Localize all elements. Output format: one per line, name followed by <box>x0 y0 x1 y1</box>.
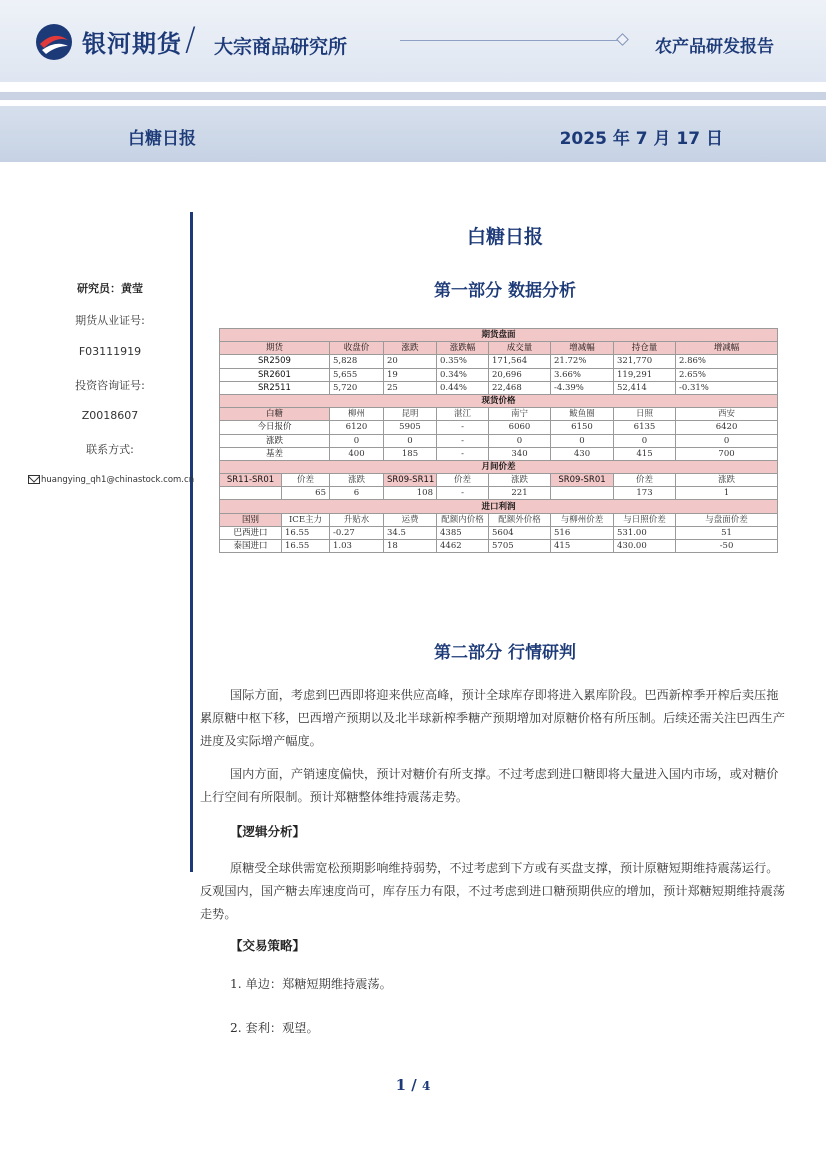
diamond-icon <box>616 33 629 46</box>
table-cell: 21.72% <box>551 355 614 368</box>
table-cell: 0.34% <box>437 368 489 381</box>
table-cell: 16.55 <box>282 540 330 553</box>
spot-header-row <box>220 408 778 421</box>
col-header: 价差 <box>437 474 489 487</box>
col-header: 价差 <box>614 474 676 487</box>
paragraph-logic: 原糖受全球供需宽松预期影响维持弱势，不过考虑到下方或有买盘支撑，预计原糖短期维持震荡运行。反观国内，国产糖去库速度尚可，库存压力有限，不过考虑到进口糖预期供应的增加，预计郑糖短期维持震荡走势。 <box>200 861 785 921</box>
col-header: SR11-SR01 <box>220 474 282 487</box>
strategy-single: 1. 单边：郑糖短期维持震荡。 <box>230 977 392 991</box>
table-cell: 516 <box>551 526 614 539</box>
col-header: 增减幅 <box>551 342 614 355</box>
strategy-heading: 【交易策略】 <box>230 938 306 953</box>
table-cell: 22,468 <box>489 381 551 394</box>
table-cell: 171,564 <box>489 355 551 368</box>
col-header: 配额外价格 <box>489 513 551 526</box>
table-cell: 1.03 <box>330 540 384 553</box>
table-cell: 18 <box>384 540 437 553</box>
futures-cert-label: 期货从业证号: <box>75 314 145 327</box>
col-header: 昆明 <box>384 408 437 421</box>
main-title: 白糖日报 <box>466 226 543 248</box>
col-header: 柳州 <box>330 408 384 421</box>
import-section-header: 进口利润 <box>220 500 778 513</box>
table-row <box>220 368 778 381</box>
paragraph-international: 国际方面，考虑到巴西即将迎来供应高峰，预计全球库存即将进入累库阶段。巴西新榨季开榨后卖压拖累原糖中枢下移，巴西增产预期以及北半球新榨季糖产预期增加对原糖价格有所压制。后续还需关注巴西生产进度及实际增产幅度。 <box>200 688 785 748</box>
table-cell: 5604 <box>489 526 551 539</box>
table-cell: 4462 <box>437 540 489 553</box>
table-cell: 173 <box>614 487 676 500</box>
table-cell: 19 <box>384 368 437 381</box>
row-label: 泰国进口 <box>220 540 282 553</box>
futures-header-row <box>220 342 778 355</box>
import-header-row <box>220 513 778 526</box>
table-cell <box>220 487 282 500</box>
col-header: SR09-SR01 <box>551 474 614 487</box>
col-header: 与柳州价差 <box>551 513 614 526</box>
col-header: 南宁 <box>489 408 551 421</box>
logic-heading: 【逻辑分析】 <box>230 824 306 839</box>
brand-divider: / <box>185 20 196 58</box>
table-cell: 119,291 <box>614 368 676 381</box>
table-cell: 0 <box>384 434 437 447</box>
sidebar-divider <box>190 212 193 872</box>
futures-section-header: 期货盘面 <box>220 329 778 342</box>
table-cell: 531.00 <box>614 526 676 539</box>
contact-label: 联系方式: <box>86 443 134 456</box>
table-cell: -0.31% <box>676 381 778 394</box>
col-header: 国别 <box>220 513 282 526</box>
report-title: 白糖日报 <box>128 129 196 149</box>
table-cell: 321,770 <box>614 355 676 368</box>
table-cell: - <box>437 447 489 460</box>
col-header: 持仓量 <box>614 342 676 355</box>
col-header: 运费 <box>384 513 437 526</box>
futures-cert-number: F03111919 <box>78 345 142 358</box>
col-header: 涨跌 <box>676 474 778 487</box>
header-banner <box>0 0 826 82</box>
col-header: 涨跌幅 <box>437 342 489 355</box>
table-cell: 340 <box>489 447 551 460</box>
table-cell: 430.00 <box>614 540 676 553</box>
table-cell: 20 <box>384 355 437 368</box>
table-cell: 6420 <box>676 421 778 434</box>
table-cell: 25 <box>384 381 437 394</box>
spread-header-row <box>220 474 778 487</box>
col-header: 涨跌 <box>330 474 384 487</box>
table-cell: 6150 <box>551 421 614 434</box>
col-header: 湛江 <box>437 408 489 421</box>
table-cell: 51 <box>676 526 778 539</box>
email-link[interactable] <box>28 475 194 485</box>
col-header: 收盘价 <box>330 342 384 355</box>
table-cell: 65 <box>282 487 330 500</box>
col-header: 价差 <box>282 474 330 487</box>
table-row <box>220 434 778 447</box>
table-cell: - <box>437 434 489 447</box>
table-cell: 52,414 <box>614 381 676 394</box>
table-cell: 400 <box>330 447 384 460</box>
page-total: 4 <box>422 1079 431 1093</box>
table-cell: 185 <box>384 447 437 460</box>
table-cell: 6120 <box>330 421 384 434</box>
table-cell: -4.39% <box>551 381 614 394</box>
table-cell: 5705 <box>489 540 551 553</box>
table-row <box>220 381 778 394</box>
company-logo-icon <box>34 22 74 62</box>
col-header: 西安 <box>676 408 778 421</box>
table-cell: 3.66% <box>551 368 614 381</box>
header-divider <box>0 92 826 100</box>
table-row <box>220 526 778 539</box>
table-row <box>220 355 778 368</box>
col-header: 涨跌 <box>384 342 437 355</box>
table-row <box>220 421 778 434</box>
department-name: 大宗商品研究所 <box>214 36 348 58</box>
table-cell: 415 <box>614 447 676 460</box>
col-header: 鲅鱼圈 <box>551 408 614 421</box>
table-cell: 0.35% <box>437 355 489 368</box>
table-cell: 221 <box>489 487 551 500</box>
row-label: 巴西进口 <box>220 526 282 539</box>
col-header: ICE主力 <box>282 513 330 526</box>
table-cell: 6 <box>330 487 384 500</box>
researcher-name: 研究员：黄莹 <box>77 282 143 295</box>
table-cell: 0 <box>551 434 614 447</box>
col-header: 配额内价格 <box>437 513 489 526</box>
title-band <box>0 106 826 162</box>
col-header: 增减幅 <box>676 342 778 355</box>
mail-icon <box>28 475 40 484</box>
table-cell: 5905 <box>384 421 437 434</box>
report-type: 农产品研发报告 <box>655 37 774 57</box>
row-label: 基差 <box>220 447 330 460</box>
col-header: 升贴水 <box>330 513 384 526</box>
paragraph-domestic: 国内方面，产销速度偏快，预计对糖价有所支撑。不过考虑到进口糖即将大量进入国内市场，或对糖价上行空间有所限制。预计郑糖整体维持震荡走势。 <box>200 767 779 804</box>
table-row <box>220 487 778 500</box>
table-cell: - <box>437 421 489 434</box>
page-separator: / <box>411 1076 417 1094</box>
strategy-arbitrage: 2. 套利：观望。 <box>230 1021 319 1035</box>
banner-line <box>400 40 618 41</box>
brand-name: 银河期货 <box>82 30 182 58</box>
row-label: 涨跌 <box>220 434 330 447</box>
spread-section-header: 月间价差 <box>220 460 778 473</box>
data-table <box>219 328 778 553</box>
table-cell: -50 <box>676 540 778 553</box>
part1-title: 第一部分 数据分析 <box>434 281 576 301</box>
table-cell: 20,696 <box>489 368 551 381</box>
row-label: 今日报价 <box>220 421 330 434</box>
table-cell: 0.44% <box>437 381 489 394</box>
table-cell: 415 <box>551 540 614 553</box>
table-cell: 1 <box>676 487 778 500</box>
table-cell: 0 <box>676 434 778 447</box>
invest-cert-number: Z0018607 <box>81 409 139 422</box>
table-cell: 5,655 <box>330 368 384 381</box>
table-cell: 5,828 <box>330 355 384 368</box>
invest-cert-label: 投资咨询证号: <box>75 379 145 392</box>
contract-name: SR2601 <box>220 368 330 381</box>
table-cell: 108 <box>384 487 437 500</box>
table-cell: 4385 <box>437 526 489 539</box>
col-header: 日照 <box>614 408 676 421</box>
table-cell: 430 <box>551 447 614 460</box>
email-address: huangying_qh1@chinastock.com.cn <box>41 475 195 485</box>
col-header: 成交量 <box>489 342 551 355</box>
table-cell: 2.65% <box>676 368 778 381</box>
col-header: 与日照价差 <box>614 513 676 526</box>
report-date: 2025 年 7 月 17 日 <box>559 129 723 149</box>
table-cell: - <box>437 487 489 500</box>
table-cell: 2.86% <box>676 355 778 368</box>
col-header: 涨跌 <box>489 474 551 487</box>
table-cell: 6060 <box>489 421 551 434</box>
table-cell <box>551 487 614 500</box>
col-header: SR09-SR11 <box>384 474 437 487</box>
contract-name: SR2511 <box>220 381 330 394</box>
table-cell: 0 <box>614 434 676 447</box>
table-cell: 34.5 <box>384 526 437 539</box>
table-cell: 0 <box>489 434 551 447</box>
table-cell: 0 <box>330 434 384 447</box>
contract-name: SR2509 <box>220 355 330 368</box>
table-row <box>220 447 778 460</box>
table-cell: 16.55 <box>282 526 330 539</box>
spot-section-header: 现货价格 <box>220 394 778 407</box>
col-header: 与盘面价差 <box>676 513 778 526</box>
table-cell: 700 <box>676 447 778 460</box>
col-header: 期货 <box>220 342 330 355</box>
page-current: 1 <box>395 1076 407 1094</box>
table-cell: 5,720 <box>330 381 384 394</box>
part2-title: 第二部分 行情研判 <box>434 643 576 663</box>
page-number <box>0 1076 826 1094</box>
table-cell: 6135 <box>614 421 676 434</box>
col-header: 白糖 <box>220 408 330 421</box>
table-cell: -0.27 <box>330 526 384 539</box>
table-row <box>220 540 778 553</box>
